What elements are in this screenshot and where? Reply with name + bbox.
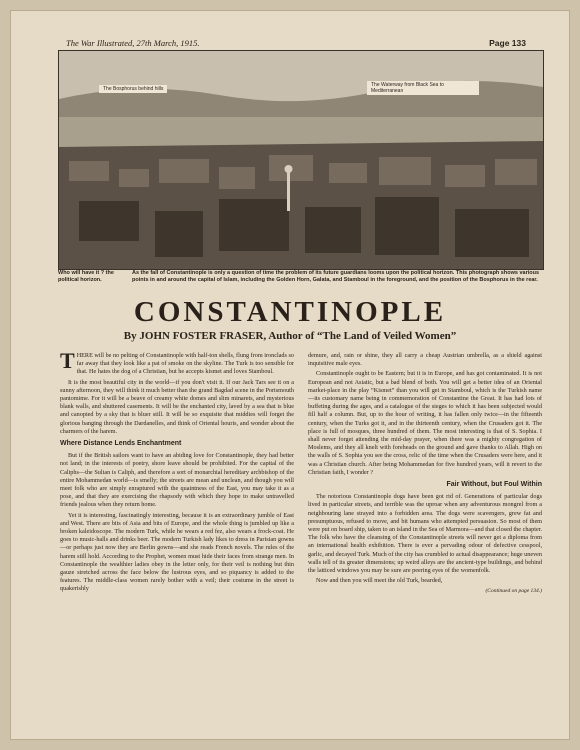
- caption-lead: Who will have it ? the political horizon.: [58, 270, 114, 283]
- photo-label-waterway: The Waterway from Black Sea to Mediterranean: [367, 81, 479, 95]
- drop-cap: T: [60, 348, 75, 373]
- paragraph: Now and then you will meet the old Turk, bearded,: [316, 577, 443, 585]
- paragraph: The notorious Constantinople dogs have been got rid of. Generations of particular dogs lived in particular streets, and terrible was the uproar when any adventurous mongrel from a neighbouring lane strayed into a forbidden area. The dogs were scavengers, grew fat and presumptuous, refused to move, and bit humans who attempted persuasion. So most of them were put on board ship, taken to an island in the Sea of Marmora—and that closed the chapter. The folk who have the cleansing of the Constantinople streets will never get a diploma from an international health exhibition. There is ever a pervading odour of defective cesspool, garlic, and decayed Turk. Much of the city has crumbled to actual disappearance; huge uneven walls tell of its greater dimensions; up weird alleys are the ancient-type buildings, and behind the latticed windows you may be sure are peering eyes of the womenfolk.: [308, 493, 543, 575]
- subheading: Where Distance Lends Enchantment: [60, 440, 182, 448]
- city-photograph: [58, 50, 544, 270]
- continued-note: (Continued on page 134.): [485, 588, 542, 595]
- page-number: Page 133: [489, 38, 526, 48]
- article-column-right: [308, 352, 542, 596]
- photo-label-bosphorus: The Bosphorus behind hills: [99, 85, 167, 93]
- article-column-left: [60, 348, 294, 596]
- paragraph: It is the most beautiful city in the world—if you don't visit it. If our Jack Tars see it on a sunny afternoon, they will think it much better than the grand Bagdad scene in the Portsmouth pantomime. For it will be a beave of creamy white domes and slim minarets, and mysterious blank walls, and shuttered casements. It will be the enchanted city, laved by a sea that is blue and canopied by a sky that is bluer still. It will be so exquisite that middies will forget the glorious banging through the Dardanelles, and think of Oriental houris, and wonder about the charmers of the harem.: [60, 378, 294, 435]
- paragraph: THERE will be no pelting of Constantinople with half-ton shells, flung from ironclads so far away that they look like a pat of smoke on the skyline. The Turk is too sensible for that. He hates the dog of a Christian, but he accepts kismet and loves Stamboul.: [60, 348, 294, 376]
- article-title: CONSTANTINOPLE: [133, 296, 447, 328]
- publication-date: The War Illustrated, 27th March, 1915.: [66, 38, 200, 48]
- paragraph: But if the British sailors want to have an abiding love for Constantinople, they had better not land; in the interests of poetry, shore leave should be prohibited. For the capital of the Caliphs—the Sultan is Caliph, and therefore a sort of monarchial hereditary archbishop of the entire Mohammedan world—is smelly; the streets are mean and unclean, and though you will meet folk who are simply enraptured with the quaintness of the East, you may take it as a pose, and that they are exercising the rhapsody with which they hope to make untravelled friends jealous when they return home.: [60, 452, 294, 509]
- caption-text: As the fall of Constantinople is only a question of time the problem of its future guardians looms upon the political horizon. This photograph shows various points in and around the capital of Islam, including the Golden Horn, Galata, and Stamboul in the foreground, and the position of the Bosphorus in the rear.: [132, 270, 540, 283]
- paragraph: Yet it is interesting, fascinatingly interesting, because it is an extraordinary jumble of East and West. There are bits of Asia and bits of Europe, and the whole thing is jumbled up like a broken kaleidoscope. The modern Turk, while he wears a red fez, also wears a frock-coat. He goes to music-halls and drinks beer. The modern Turkish lady likes to dress in Parisian gowns—or perhaps just now they are Berlin gowns—and she reads French novels. The rules of the harem still hold. According to the Prophet, women must hide their faces from strange men. In Constantinople the wealthier ladies obey in the letter only, for their veil is nothing but thin gauze stretched across the face below the lustrous eyes, and so piquancy is added to the features. The middle-class women rarely bother with a veil; their costume in the street is quakerishly: [60, 511, 294, 593]
- paragraph: demure, and, rain or shine, they all carry a cheap Austrian umbrella, as a shield against inquisitive male eyes.: [308, 352, 542, 368]
- subheading: Fair Without, but Foul Within: [446, 481, 542, 489]
- paragraph: Constantinople ought to be Eastern; but it is in Europe, and has got contaminated. It is not European and not Asiatic, but a bad blend of both. You will get a better idea of an Oriental market-place in the play “Kismet” than you will get in Stamboul, which is the Turkish name—its customary name being in commemoration of Constantine the Great. It has had lots of buffeting during the ages, and a catalogue of the sieges to which it has been subjected would fill half a column. But, up to the hour of writing, it has fallen only twice—in the fifteenth century, when the Turks got it, and in the thirteenth century, when the Crusaders got it. The place is full of mosques, three hundred of them. The most interesting is that of S. Sophia. I shall never forget attending the mid-day prayer, when there was a mighty congregation of Moslems, and they all knelt with foreheads on the ground and gave thanks to Allah. High on the walls of S. Sophia you see the cross, relic of the time when the Crusaders were here, and it was a Christian church. After being Mohammedan for five hundred years, will it revert to the Christian faith, I wonder ?: [308, 370, 542, 476]
- article-byline: By JOHN FOSTER FRASER, Author of “The Land of Veiled Women”: [123, 330, 457, 342]
